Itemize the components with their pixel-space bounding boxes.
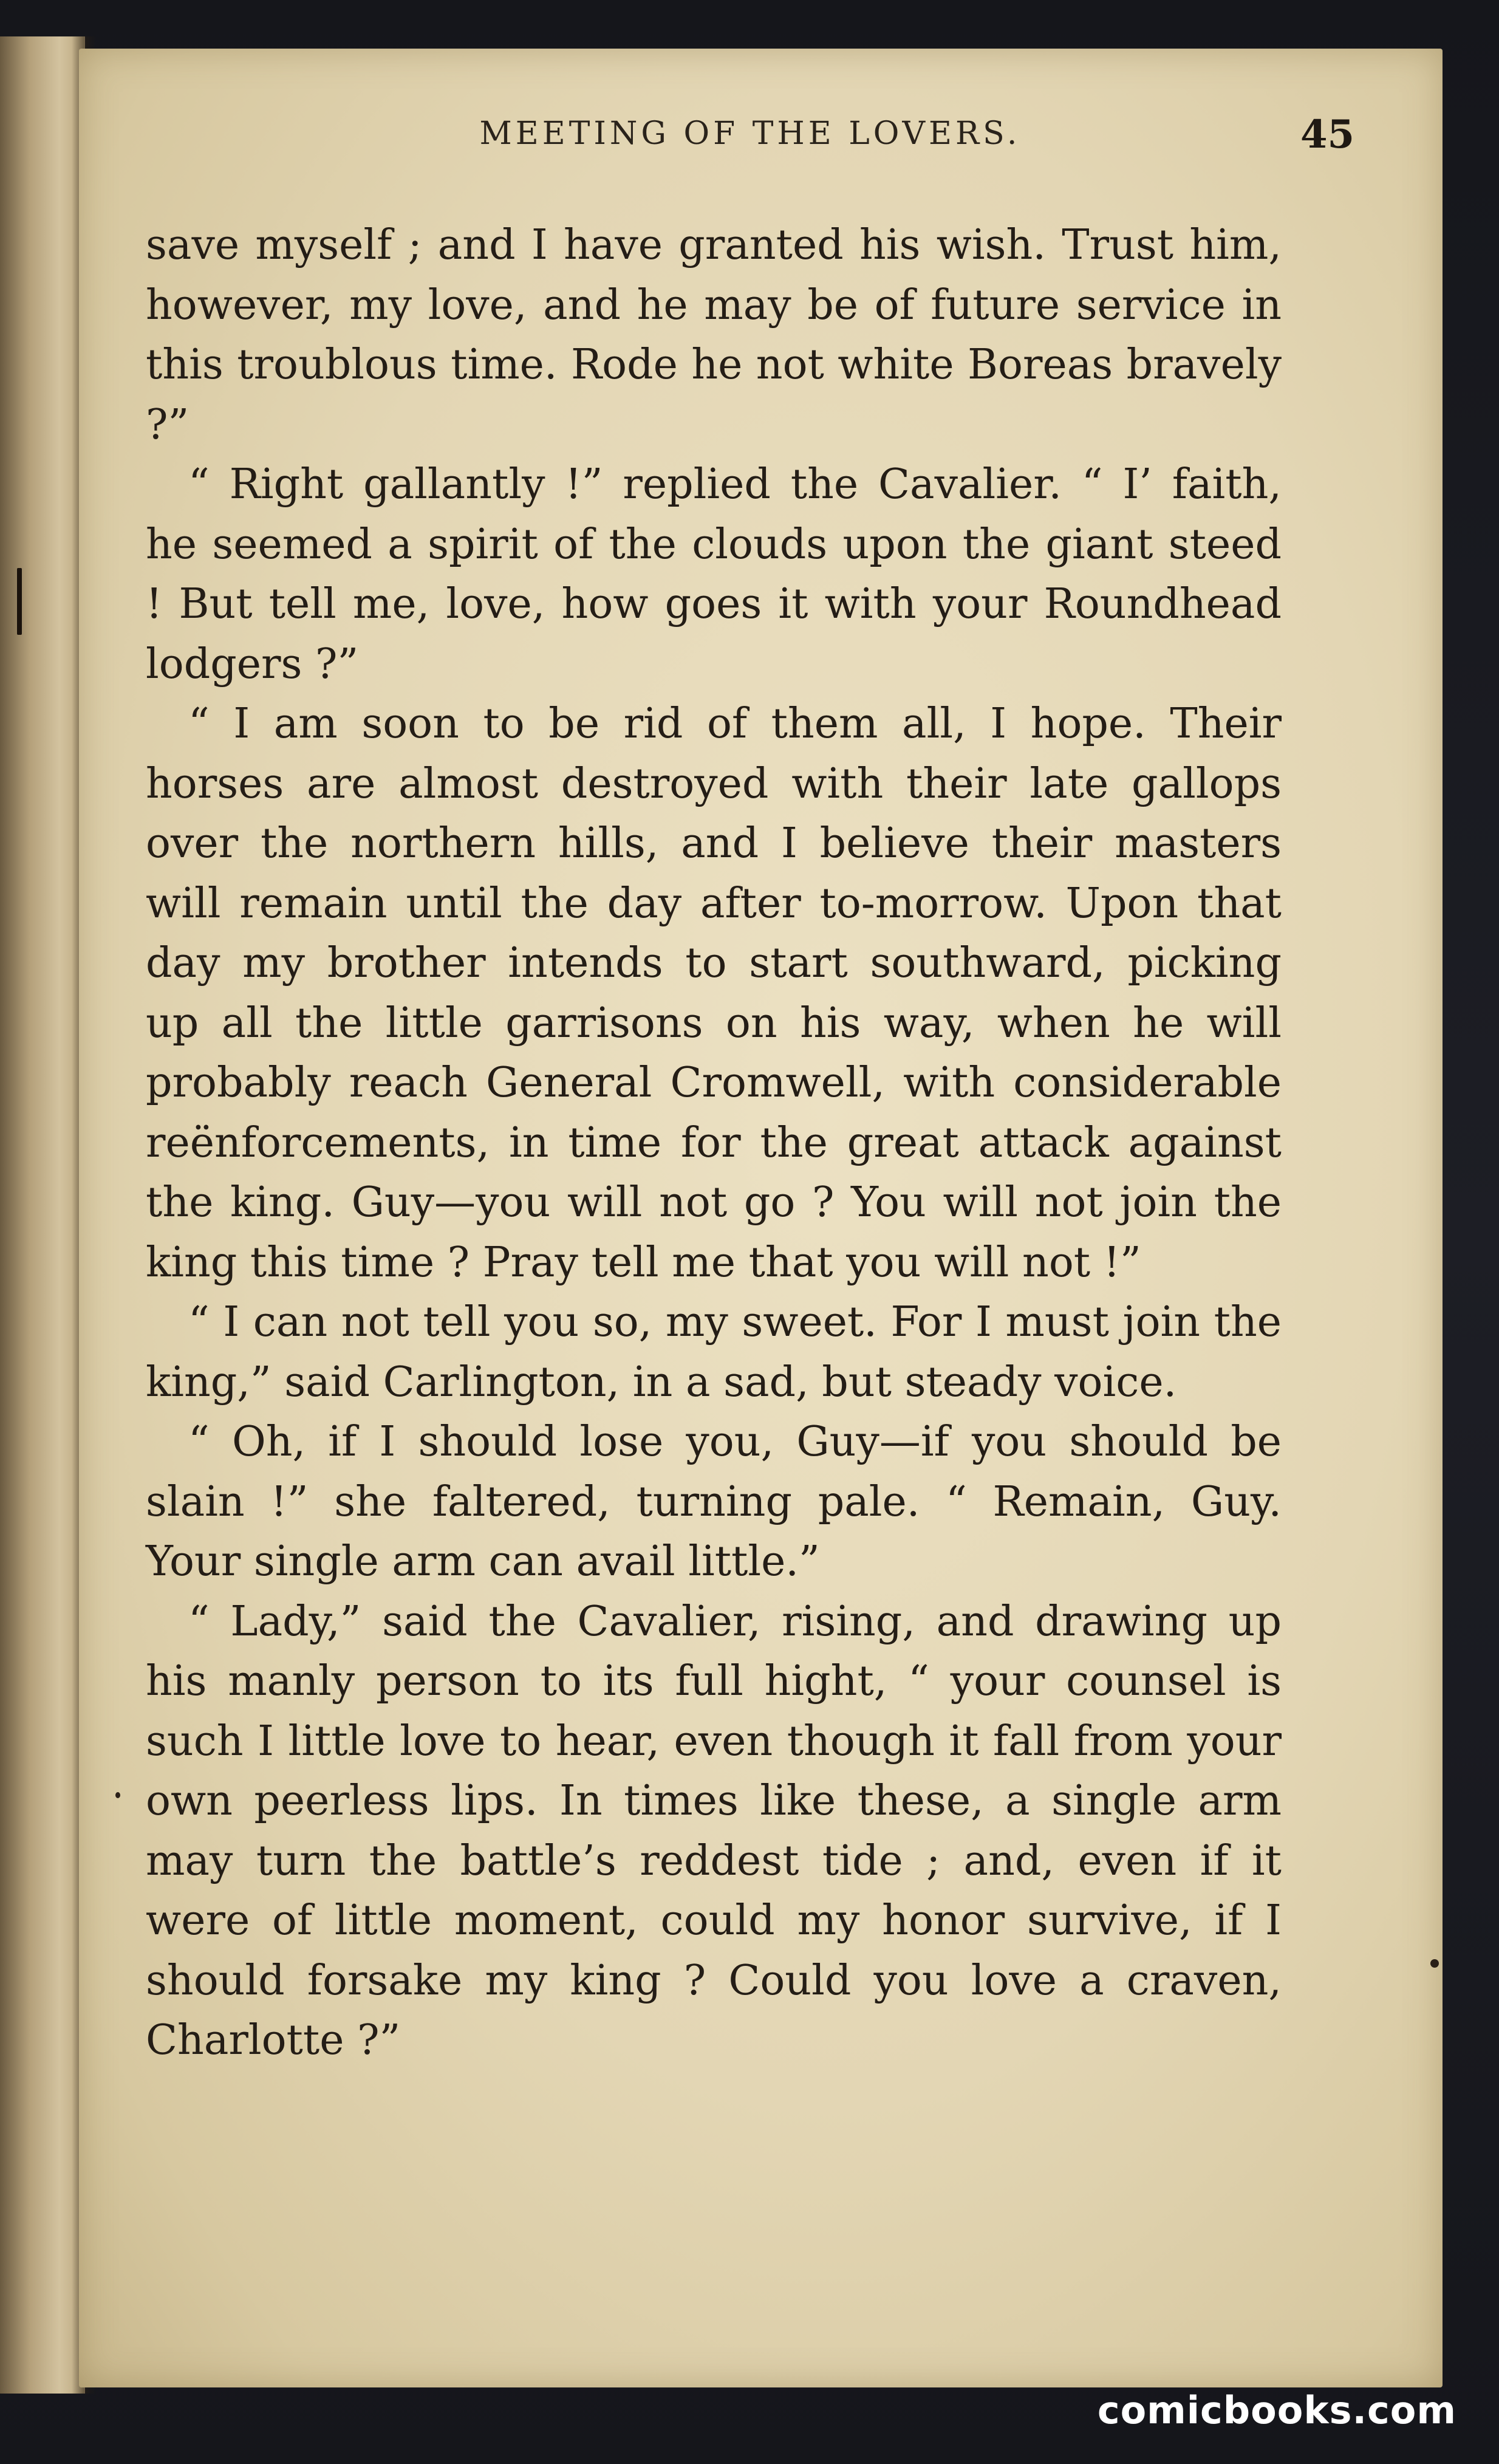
paragraph: “ Right gallantly !” replied the Cavalier. “ I’ faith, he seemed a spirit of the clouds upon the giant steed ! But tell me, love, how goes it with your Roundhead lodgers ?” — [146, 460, 1282, 688]
page-header — [146, 112, 1354, 188]
margin-mark — [17, 568, 22, 635]
ink-speck — [1430, 1959, 1439, 1968]
paragraph: “ Oh, if I should lose you, Guy—if you should be slain !” she faltered, turning pale. “ Remain, Guy. Your single arm can avail little.” — [146, 1418, 1282, 1586]
paragraph: save myself ; and I have granted his wish. Trust him, however, my love, and he may be of future service in this troublous time. Rode he not white Boreas bravely ?” — [146, 221, 1282, 449]
paragraph: “ Lady,” said the Cavalier, rising, and drawing up his manly person to its full hight, “ your counsel is such I little love to hear, even though it fall from your own peerless lips. In times like these, a single arm may turn the battle’s reddest tide ; and, even if it were of little moment, could my honor survive, if I should forsake my king ? Could you love a craven, Charlotte ?” — [146, 1597, 1282, 2064]
watermark-logo: comicbooks.com — [1097, 2388, 1456, 2432]
paragraph: “ I can not tell you so, my sweet. For I must join the king,” said Carlington, in a sad, but steady voice. — [146, 1298, 1282, 1406]
paragraph: “ I am soon to be rid of them all, I hope. Their horses are almost destroyed with their late gallops over the northern hills, and I believe their masters will remain until the day after to-morrow. Upon that day my brother intends to start southward, picking up all the little garrisons on his way, when he will probably reach General Cromwell, with considerable reënforcements, in time for the great attack against the king. Guy—you will not go ? You will not join the king this time ? Pray tell me that you will not !” — [146, 700, 1282, 1287]
body-text — [146, 216, 1282, 2071]
running-title: MEETING OF THE LOVERS. — [479, 115, 1021, 152]
book-page — [79, 49, 1443, 2387]
page-number: 45 — [1300, 112, 1354, 157]
ink-speck — [115, 1792, 120, 1798]
